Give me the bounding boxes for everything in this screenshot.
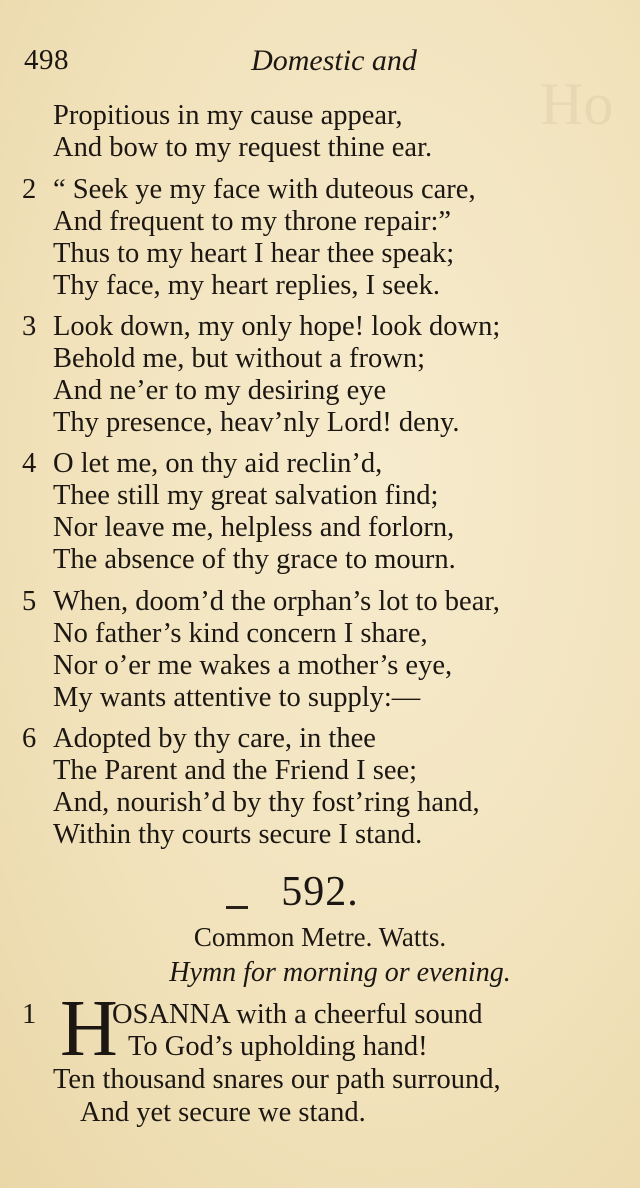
stanza-number: 1 bbox=[22, 999, 37, 1030]
verse-line: Thus to my heart I hear thee speak; bbox=[53, 238, 455, 269]
verse-line: Within thy courts secure I stand. bbox=[53, 819, 423, 850]
stanza-number: 3 bbox=[22, 311, 37, 342]
show-through-ghost: Ho bbox=[540, 71, 614, 137]
verse-line: Behold me, but without a frown; bbox=[53, 343, 426, 374]
verse-line: The absence of thy grace to mourn. bbox=[53, 544, 456, 575]
stanza-number: 6 bbox=[22, 723, 37, 754]
verse-line: O let me, on thy aid reclin’d, bbox=[53, 448, 383, 479]
verse-line: And ne’er to my desiring eye bbox=[53, 375, 387, 406]
verse-line: My wants attentive to supply:— bbox=[53, 682, 421, 713]
verse-line: “ Seek ye my face with duteous care, bbox=[53, 174, 476, 205]
verse-line: OSANNA with a cheerful sound bbox=[112, 999, 483, 1030]
verse-line: The Parent and the Friend I see; bbox=[53, 755, 418, 786]
verse-line: Look down, my only hope! look down; bbox=[53, 311, 501, 342]
page-header bbox=[24, 44, 620, 84]
stanza-number: 4 bbox=[22, 448, 37, 479]
verse-line: Thee still my great salvation find; bbox=[53, 480, 439, 511]
verse-line: Adopted by thy care, in thee bbox=[53, 723, 376, 754]
page-number: 498 bbox=[24, 44, 69, 76]
verse-line: Nor o’er me wakes a mother’s eye, bbox=[53, 650, 453, 681]
verse-line: Thy face, my heart replies, I seek. bbox=[53, 270, 440, 301]
verse-line: To God’s upholding hand! bbox=[128, 1031, 428, 1062]
verse-line-text: Thy presence, heav’nly Lord! deny. bbox=[53, 407, 460, 438]
verse-line: Ten thousand snares our path surround, bbox=[53, 1064, 501, 1095]
verse-line: When, doom’d the orphan’s lot to bear, bbox=[53, 586, 500, 617]
drop-cap: H bbox=[60, 985, 118, 1073]
verse-line: And yet secure we stand. bbox=[80, 1097, 366, 1128]
running-title: Domestic and bbox=[251, 44, 417, 77]
verse-line: And, nourish’d by thy fost’ring hand, bbox=[53, 787, 480, 818]
stanza-number: 2 bbox=[22, 174, 37, 205]
verse-line: No father’s kind concern I share, bbox=[53, 618, 428, 649]
hymn-metre: Common Metre. Watts. bbox=[193, 922, 447, 952]
verse-line bbox=[53, 406, 460, 440]
stanza-number: 5 bbox=[22, 586, 37, 617]
hymn-subtitle: Hymn for morning or evening. bbox=[169, 957, 511, 988]
verse-line: Propitious in my cause appear, bbox=[53, 100, 403, 131]
verse-line: And bow to my request thine ear. bbox=[53, 132, 433, 163]
verse-line: And frequent to my throne repair:” bbox=[53, 206, 452, 237]
hymn-number: 592. bbox=[281, 869, 359, 915]
verse-line: Nor leave me, helpless and forlorn, bbox=[53, 512, 455, 543]
